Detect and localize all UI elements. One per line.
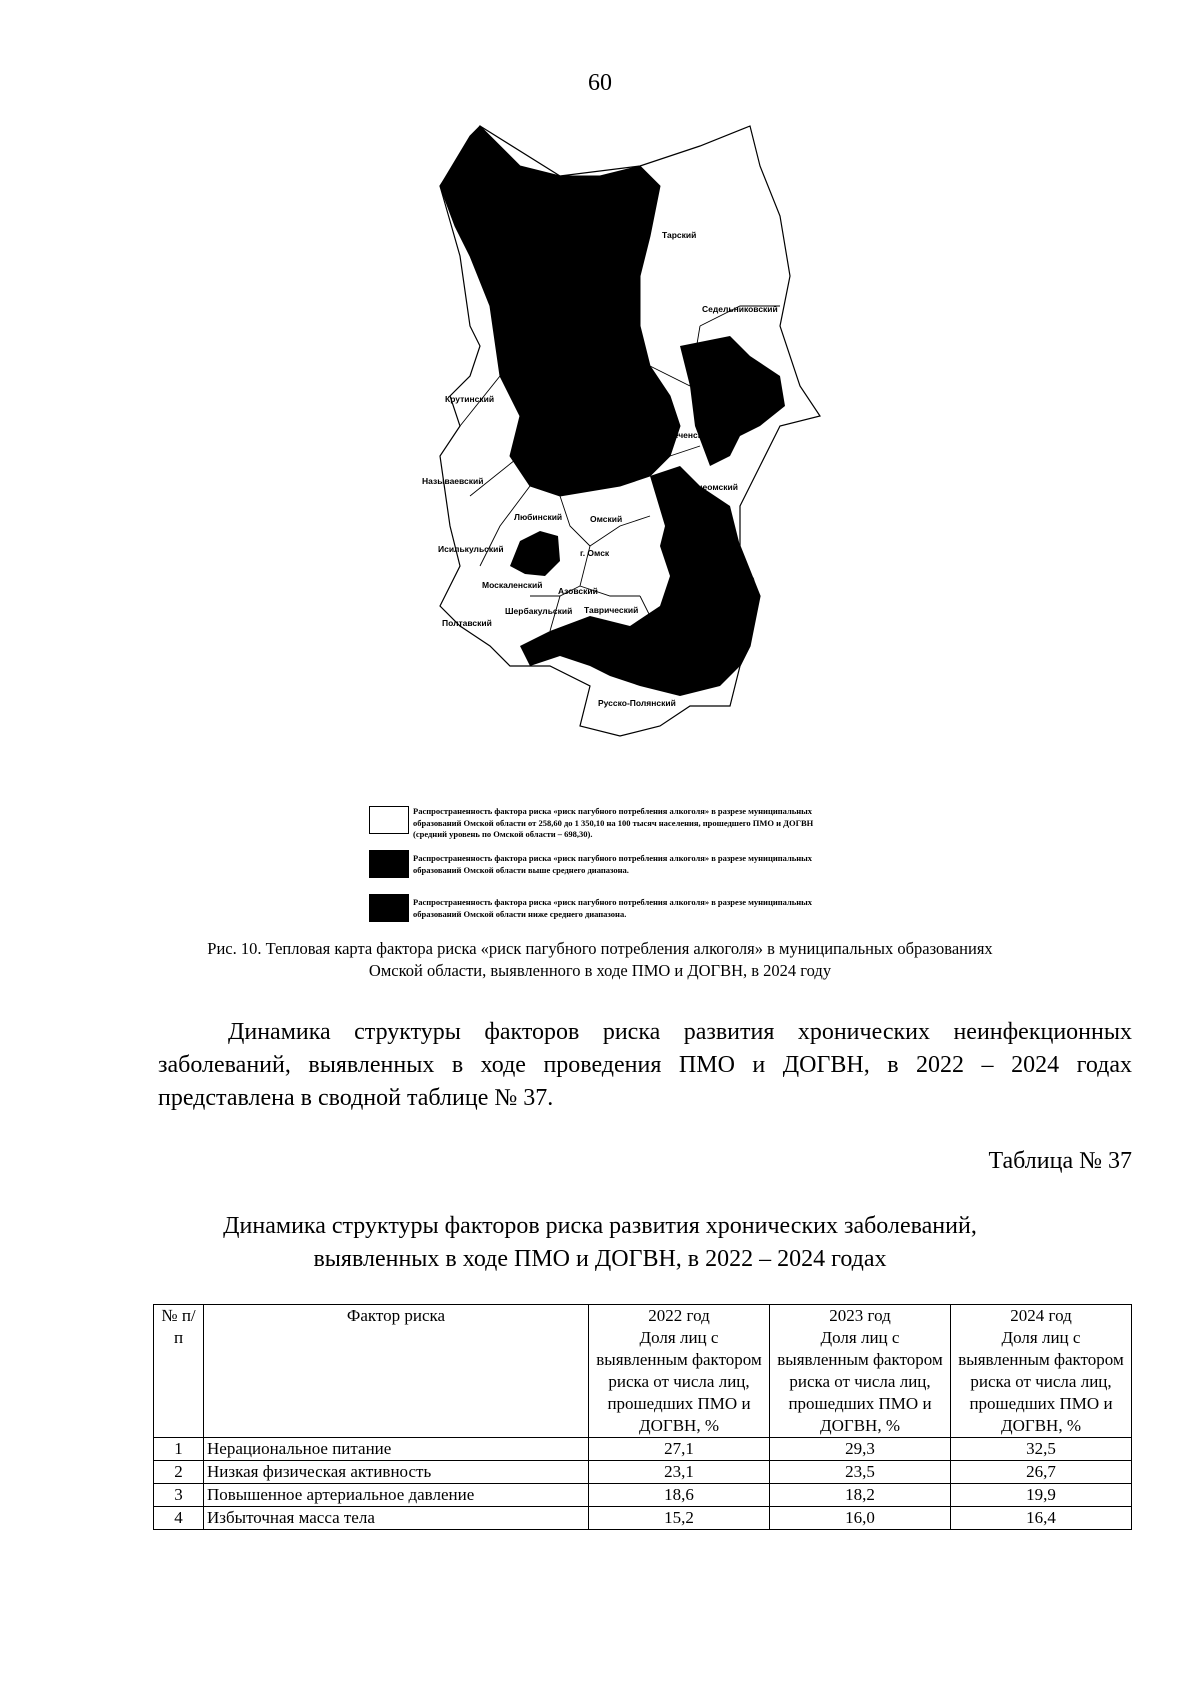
table-title-line: выявленных в ходе ПМО и ДОГВН, в 2022 – 2024 годах <box>313 1246 887 1272</box>
legend-swatch-black <box>369 894 409 922</box>
map-label-nazyvaevsky: Называевский <box>422 476 484 486</box>
row-value-2024: 32,5 <box>951 1438 1132 1461</box>
row-value-2022: 23,1 <box>589 1461 770 1484</box>
table-title-line: Динамика структуры факторов риска развития хронических заболеваний, <box>223 1213 977 1239</box>
row-value-2024: 16,4 <box>951 1507 1132 1530</box>
map-label-poltavsky: Полтавский <box>442 618 492 628</box>
legend-text-below <box>413 897 933 920</box>
row-value-2023: 18,2 <box>770 1484 951 1507</box>
legend-line: образований Омской области ниже среднего диапазона. <box>413 908 627 919</box>
table-row <box>154 1507 1132 1530</box>
legend-text-average <box>413 806 933 841</box>
header-year-2022: 2022 год <box>589 1305 770 1328</box>
caption-line: Омской области, выявленного в ходе ПМО и ДОГВН, в 2024 году <box>368 961 832 980</box>
row-factor: Избыточная масса тела <box>204 1507 589 1530</box>
row-value-2024: 19,9 <box>951 1484 1132 1507</box>
map-label-bolsherechensky: Большереченский <box>635 430 713 440</box>
map-label-sedelnikovsky: Седельниковский <box>702 304 778 314</box>
legend-line: образований Омской области выше среднего диапазона. <box>413 864 629 875</box>
page-number: 60 <box>588 70 612 96</box>
legend-line: Распространенность фактора риска «риск пагубного потребления алкоголя» в разрезе муниципальных <box>413 853 813 863</box>
map-label-nizhneomsky: Нижнеомский <box>680 482 738 492</box>
map-svg <box>422 126 870 792</box>
legend-line: (средний уровень по Омской области – 698,30). <box>413 829 593 839</box>
omsk-oblast-heat-map <box>422 126 870 792</box>
row-factor: Низкая физическая активность <box>204 1461 589 1484</box>
row-factor: Нерациональное питание <box>204 1438 589 1461</box>
header-year-2024: 2024 год <box>951 1305 1132 1328</box>
legend-text-above <box>413 853 933 876</box>
header-factor: Фактор риска <box>204 1305 589 1438</box>
map-label-omsky: Омский <box>590 514 623 524</box>
legend-line: Распространенность фактора риска «риск пагубного потребления алкоголя» в разрезе муниципальных <box>413 897 813 907</box>
legend-line: образований Омской области от 258,60 до 1 350,10 на 100 тысяч населения, прошедшего ПМО и ДОГВН <box>413 817 814 828</box>
table-title <box>120 1210 1080 1276</box>
legend-swatch-black <box>369 850 409 878</box>
row-value-2023: 29,3 <box>770 1438 951 1461</box>
map-label-krutinsky: Крутинский <box>445 394 495 404</box>
row-num: 4 <box>154 1507 204 1530</box>
header-year-2023: 2023 год <box>770 1305 951 1328</box>
body-paragraph: Динамика структуры факторов риска развития хронических неинфекционных заболеваний, выявленных в ходе проведения ПМО и ДОГВН, в 2022 – 2024 годах представлена в сводной таблице № 37. <box>158 1019 1132 1111</box>
table-number: Таблица № 37 <box>988 1148 1132 1174</box>
map-label-russko-polyansky: Русско-Полянский <box>598 698 676 708</box>
risk-factors-table <box>153 1304 1132 1530</box>
table-header-row <box>154 1305 1132 1328</box>
caption-line: Рис. 10. Тепловая карта фактора риска «риск пагубного потребления алкоголя» в муниципальных образованиях <box>207 939 993 958</box>
map-label-azovsky: Азовский <box>558 586 598 596</box>
row-value-2023: 23,5 <box>770 1461 951 1484</box>
table-row <box>154 1484 1132 1507</box>
map-label-tavrichesky: Таврический <box>584 605 639 615</box>
row-factor: Повышенное артериальное давление <box>204 1484 589 1507</box>
row-num: 3 <box>154 1484 204 1507</box>
row-num: 2 <box>154 1461 204 1484</box>
map-label-lyubinsky: Любинский <box>514 512 563 522</box>
map-label-moskalensky: Москаленский <box>482 580 543 590</box>
subheader-2023: Доля лиц с выявленным фактором риска от числа лиц, прошедших ПМО и ДОГВН, % <box>770 1327 951 1438</box>
map-label-okoneshnikovsky: Оконешниковский <box>678 576 756 586</box>
row-value-2022: 27,1 <box>589 1438 770 1461</box>
map-label-omsk-city: г. Омск <box>580 548 610 558</box>
table-row <box>154 1461 1132 1484</box>
row-value-2024: 26,7 <box>951 1461 1132 1484</box>
header-num: № п/п <box>154 1305 204 1438</box>
subheader-2024: Доля лиц с выявленным фактором риска от числа лиц, прошедших ПМО и ДОГВН, % <box>951 1327 1132 1438</box>
row-value-2022: 15,2 <box>589 1507 770 1530</box>
map-label-sherbakulsky: Шербакульский <box>505 606 573 616</box>
subheader-2022: Доля лиц с выявленным фактором риска от числа лиц, прошедших ПМО и ДОГВН, % <box>589 1327 770 1438</box>
map-label-isilkulsky: Исилькульский <box>438 544 504 554</box>
row-value-2022: 18,6 <box>589 1484 770 1507</box>
figure-caption <box>120 938 1080 982</box>
legend-line: Распространенность фактора риска «риск пагубного потребления алкоголя» в разрезе муниципальных <box>413 806 813 816</box>
map-label-tarsky: Тарский <box>662 230 697 240</box>
table-row <box>154 1438 1132 1461</box>
row-num: 1 <box>154 1438 204 1461</box>
row-value-2023: 16,0 <box>770 1507 951 1530</box>
legend-swatch-white <box>369 806 409 834</box>
